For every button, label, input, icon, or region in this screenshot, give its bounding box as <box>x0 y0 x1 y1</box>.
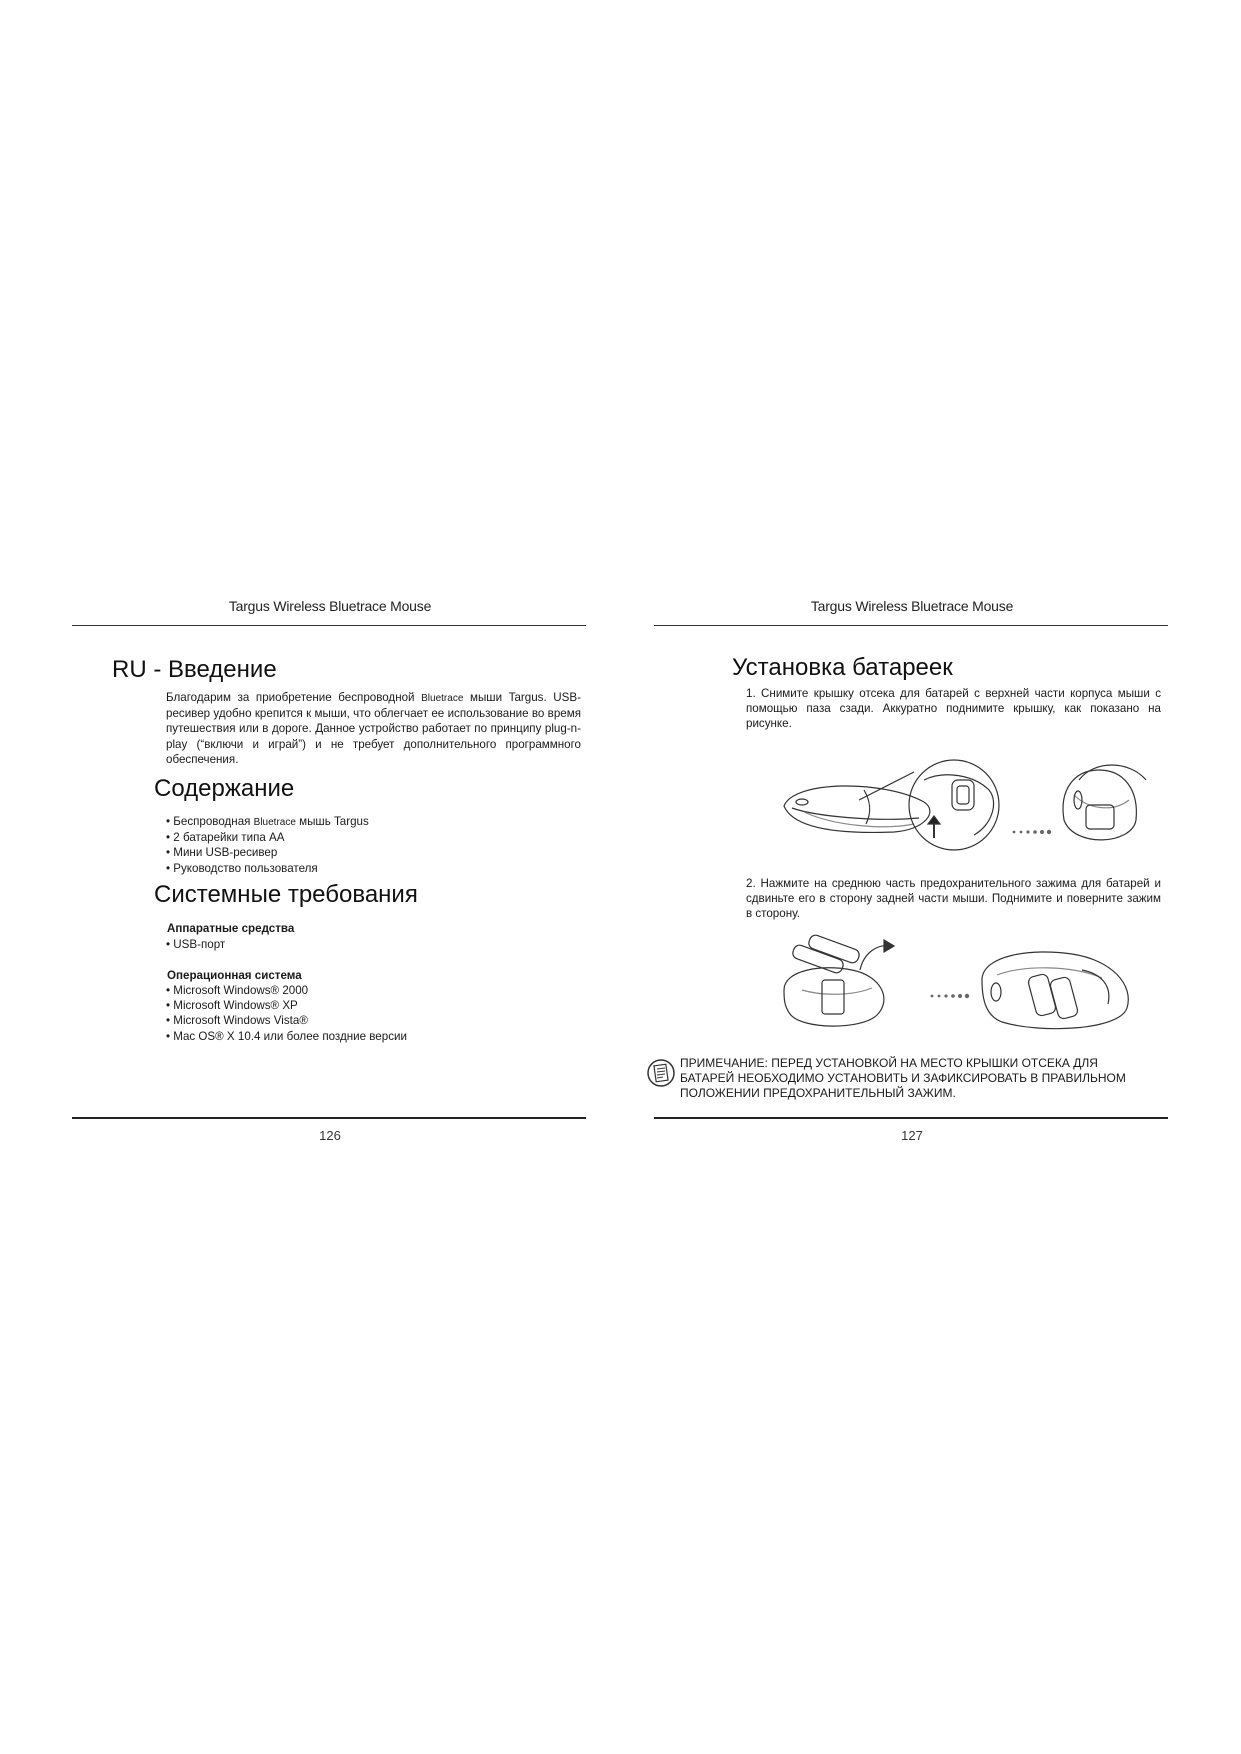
list-item: • Microsoft Windows® XP <box>166 998 407 1013</box>
running-head: Targus Wireless Bluetrace Mouse <box>810 598 1014 614</box>
list-item: • USB-порт <box>166 937 225 952</box>
step-1: 1. Снимите крышку отсека для батарей с верхней части корпуса мыши с помощью паза сзади. Аккуратно поднимите крышку, как показано на рисунке. <box>746 687 1161 731</box>
note-icon <box>646 1058 676 1088</box>
mouse-cover-removal-figure <box>774 750 1154 860</box>
right-page <box>652 590 1172 1170</box>
os-list <box>166 983 407 1044</box>
list-item: • Microsoft Windows Vista® <box>166 1013 407 1028</box>
footer-rule <box>654 1117 1168 1119</box>
note-text: ПРИМЕЧАНИЕ: ПЕРЕД УСТАНОВКОЙ НА МЕСТО КРЫШКИ ОТСЕКА ДЛЯ БАТАРЕЙ НЕОБХОДИМО УСТАНОВИТЬ И ЗАФИКСИРОВАТЬ В ПРАВИЛЬНОМ ПОЛОЖЕНИИ ПРЕДОХРАНИТЕЛЬНЫЙ ЗАЖИМ. <box>680 1056 1126 1101</box>
list-item: • Mac OS® X 10.4 или более поздние версии <box>166 1029 407 1044</box>
os-title: Операционная система <box>167 969 302 982</box>
intro-paragraph: Благодарим за приобретение беспроводной Bluetrace мыши Targus. USB-ресивер удобно крепится к мыши, что облегчает ее использование во время путешествия или в дороге. Данное устройство работает по принципу plug-n-play (“включи и играй”) и не требует дополнительного программного обеспечения. <box>166 691 581 766</box>
list-item: • Руководство пользователя <box>166 861 369 876</box>
header-rule <box>72 625 586 626</box>
header-rule <box>654 625 1168 626</box>
page-number: 127 <box>901 1128 923 1143</box>
list-item: • Мини USB-ресивер <box>166 845 369 860</box>
left-page <box>70 590 590 1170</box>
step-2: 2. Нажмите на среднюю часть предохранительного зажима для батарей и сдвиньте его в сторону задней части мыши. Поднимите и поверните зажим в сторону. <box>746 877 1161 921</box>
list-item: • 2 батарейки типа АА <box>166 830 369 845</box>
hardware-title: Аппаратные средства <box>167 922 295 935</box>
page-number: 126 <box>319 1128 341 1143</box>
battery-insertion-figure <box>782 930 1152 1040</box>
contents-list <box>166 814 369 876</box>
requirements-title: Системные требования <box>154 881 418 908</box>
footer-rule <box>72 1117 586 1119</box>
list-item: • Беспроводная Bluetrace мышь Targus <box>166 814 369 830</box>
list-item: • Microsoft Windows® 2000 <box>166 983 407 998</box>
hardware-list <box>166 937 225 952</box>
running-head: Targus Wireless Bluetrace Mouse <box>228 598 432 614</box>
battery-title: Установка батареек <box>732 654 953 681</box>
contents-title: Содержание <box>154 775 295 802</box>
intro-title: RU - Введение <box>112 656 277 683</box>
